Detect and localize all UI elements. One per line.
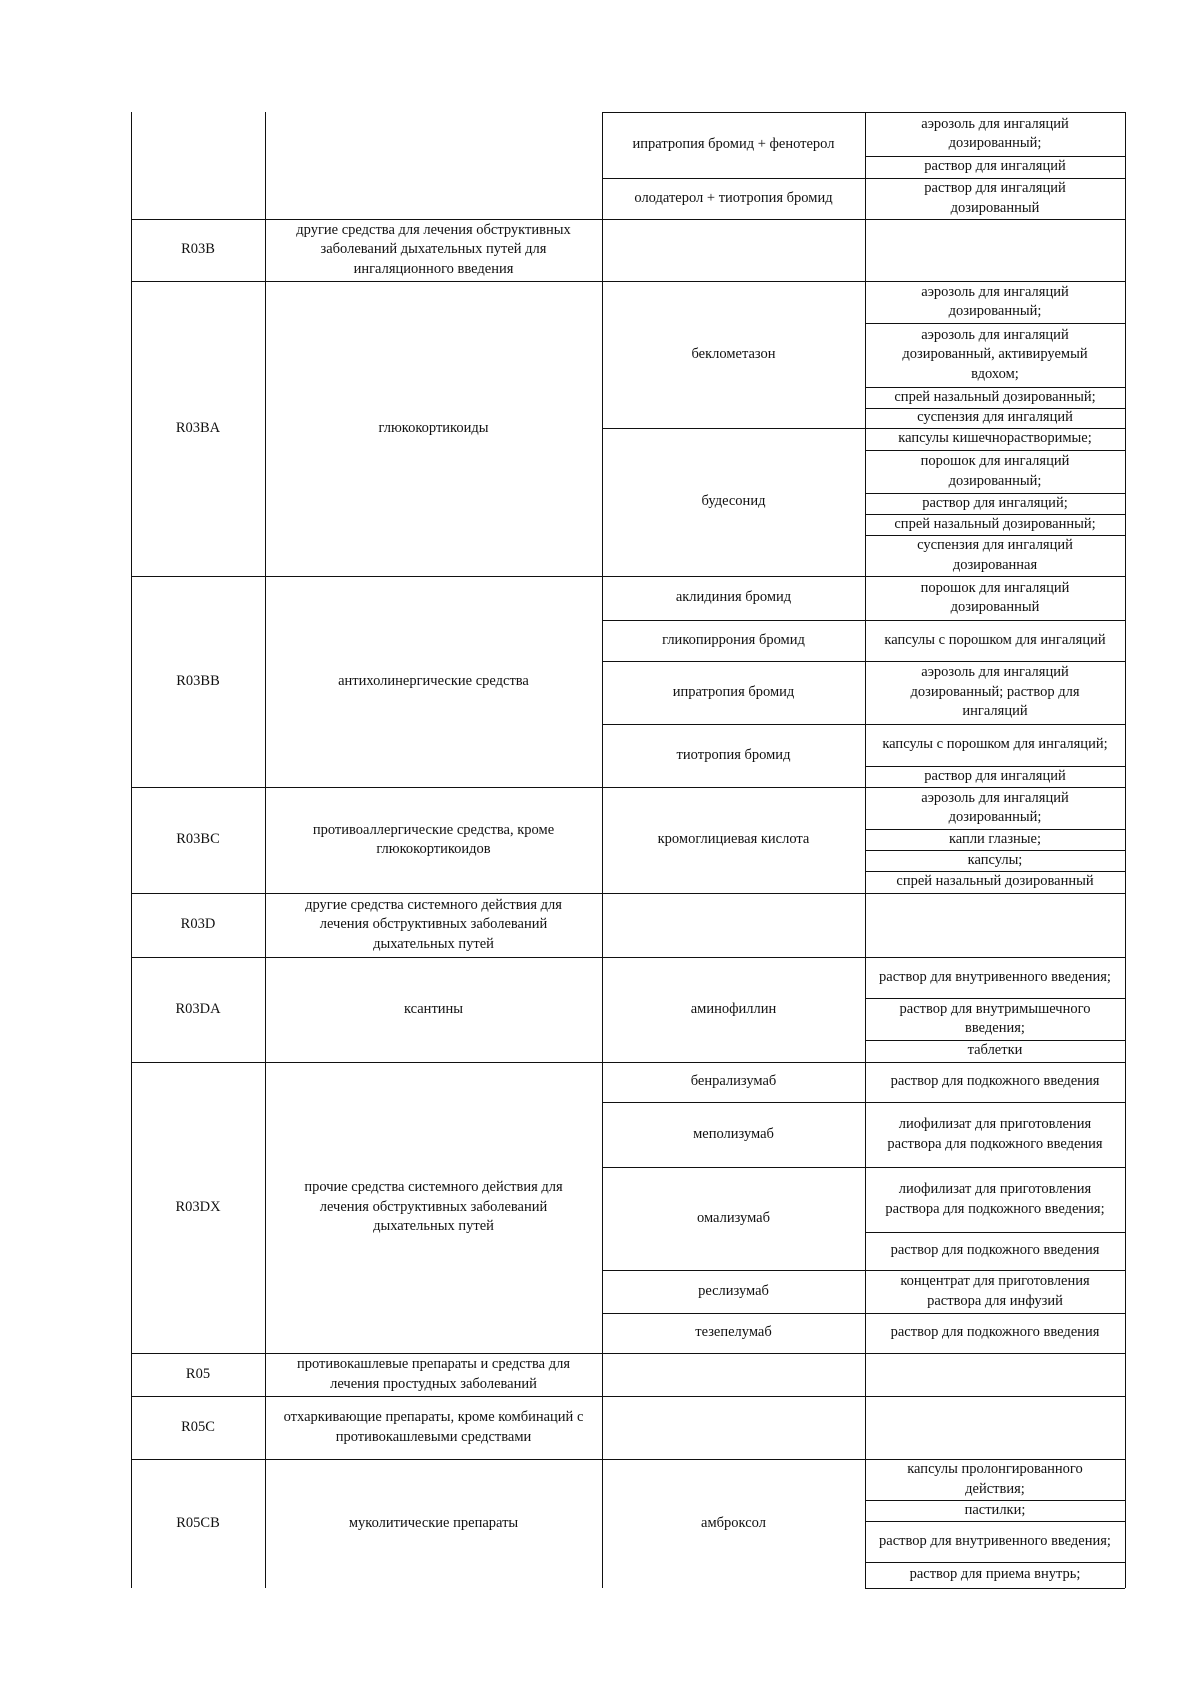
substance-name: ипратропия бромид + фенотерол bbox=[632, 136, 835, 153]
dosage-form: раствор для приема внутрь; bbox=[909, 1566, 1081, 1583]
dosage-form: суспензия для ингаляций дозированная bbox=[917, 537, 1073, 573]
dosage-form: порошок для ингаляций дозированный; bbox=[920, 453, 1070, 489]
atc-group-name: другие средства для лечения обструктивных заболеваний дыхательных путей для ингаляционного введения bbox=[296, 221, 571, 277]
atc-code: R03BB bbox=[176, 672, 220, 689]
substance-name: будесонид bbox=[701, 493, 766, 510]
substance-name: бенрализумаб bbox=[690, 1073, 777, 1090]
table-rule bbox=[602, 112, 1125, 113]
atc-code: R03DA bbox=[175, 1000, 221, 1017]
dosage-form: аэрозоль для ингаляций дозированный; bbox=[921, 283, 1069, 319]
dosage-form: суспензия для ингаляций bbox=[917, 409, 1073, 426]
dosage-form: спрей назальный дозированный; bbox=[894, 515, 1096, 532]
dosage-form: раствор для ингаляций bbox=[924, 158, 1066, 175]
substance-name: кромоглициевая кислота bbox=[657, 831, 810, 848]
dosage-form: аэрозоль для ингаляций дозированный; bbox=[921, 789, 1069, 825]
atc-group-name bbox=[265, 112, 602, 219]
atc-group-name: муколитические препараты bbox=[348, 1514, 519, 1531]
dosage-form: спрей назальный дозированный; bbox=[894, 388, 1096, 405]
dosage-form: раствор для подкожного введения bbox=[890, 1242, 1100, 1259]
atc-code: R03B bbox=[181, 241, 215, 258]
dosage-form: капли глазные; bbox=[948, 830, 1042, 847]
dosage-form: капсулы; bbox=[967, 851, 1023, 868]
dosage-form: раствор для внутривенного введения; bbox=[879, 1532, 1111, 1549]
table-rule bbox=[1125, 112, 1126, 1588]
atc-code bbox=[131, 112, 265, 219]
dosage-form: раствор для внутримышечного введения; bbox=[899, 1000, 1091, 1036]
substance-name: омализумаб bbox=[697, 1209, 770, 1226]
dosage-form: спрей назальный дозированный bbox=[896, 873, 1094, 890]
substance-name: ипратропия бромид bbox=[672, 683, 795, 700]
atc-code: R03BA bbox=[175, 419, 221, 436]
substance-name: гликопиррония бромид bbox=[662, 631, 805, 648]
atc-group-name: антихолинергические средства bbox=[338, 672, 529, 689]
substance-name: аклидиния бромид bbox=[675, 589, 792, 606]
dosage-form: порошок для ингаляций дозированный bbox=[920, 579, 1070, 615]
substance-name: тиотропия бромид bbox=[676, 746, 791, 763]
atc-group-name: глюкокортикоиды bbox=[378, 419, 489, 436]
dosage-form: раствор для ингаляций bbox=[924, 767, 1066, 784]
substance-name: амброксол bbox=[701, 1514, 766, 1531]
dosage-form: раствор для внутривенного введения; bbox=[879, 968, 1111, 985]
atc-code: R03BC bbox=[176, 831, 220, 848]
dosage-form: капсулы кишечнорастворимые; bbox=[898, 430, 1092, 447]
atc-code: R03DX bbox=[175, 1198, 221, 1215]
dosage-form: таблетки bbox=[967, 1042, 1023, 1059]
dosage-form: аэрозоль для ингаляций дозированный, активируемый вдохом; bbox=[902, 326, 1088, 382]
dosage-form: лиофилизат для приготовления раствора для подкожного введения; bbox=[885, 1181, 1105, 1217]
dosage-form: лиофилизат для приготовления раствора для подкожного введения bbox=[887, 1116, 1103, 1152]
atc-group-name: противоаллергические средства, кроме глюкокортикоидов bbox=[312, 821, 555, 857]
dosage-form: капсулы пролонгированного действия; bbox=[907, 1461, 1083, 1497]
substance-name: меполизумаб bbox=[693, 1125, 774, 1142]
dosage-form: аэрозоль для ингаляций дозированный; раствор для ингаляций bbox=[910, 664, 1080, 720]
atc-group-name: другие средства системного действия для лечения обструктивных заболеваний дыхательных путей bbox=[305, 896, 562, 952]
dosage-form: раствор для подкожного введения bbox=[890, 1324, 1100, 1341]
dosage-form: раствор для ингаляций; bbox=[922, 494, 1068, 511]
atc-code: R05CB bbox=[176, 1514, 220, 1531]
table-rule bbox=[865, 1588, 1125, 1589]
dosage-form: раствор для подкожного введения bbox=[890, 1073, 1100, 1090]
atc-code: R05C bbox=[181, 1418, 215, 1435]
atc-code: R03D bbox=[180, 916, 216, 933]
dosage-form: капсулы с порошком для ингаляций; bbox=[882, 736, 1108, 753]
atc-group-name: ксантины bbox=[403, 1000, 464, 1017]
substance-name: беклометазон bbox=[691, 345, 776, 362]
atc-group-name: отхаркивающие препараты, кроме комбинаций с противокашлевыми средствами bbox=[283, 1409, 584, 1445]
atc-group-name: прочие средства системного действия для лечения обструктивных заболеваний дыхательных путей bbox=[304, 1179, 563, 1235]
dosage-form: раствор для ингаляций дозированный bbox=[924, 180, 1066, 216]
dosage-form: капсулы с порошком для ингаляций bbox=[884, 631, 1106, 648]
atc-code: R05 bbox=[185, 1365, 211, 1382]
substance-name: аминофиллин bbox=[690, 1000, 777, 1017]
dosage-form: аэрозоль для ингаляций дозированный; bbox=[921, 115, 1069, 151]
atc-group-name: противокашлевые препараты и средства для лечения простудных заболеваний bbox=[296, 1356, 571, 1392]
substance-name: реслизумаб bbox=[698, 1282, 769, 1299]
substance-name: тезепелумаб bbox=[695, 1324, 772, 1341]
substance-name: олодатерол + тиотропия бромид bbox=[634, 189, 833, 206]
dosage-form: концентрат для приготовления раствора для инфузий bbox=[900, 1273, 1090, 1309]
dosage-form: пастилки; bbox=[964, 1501, 1026, 1518]
